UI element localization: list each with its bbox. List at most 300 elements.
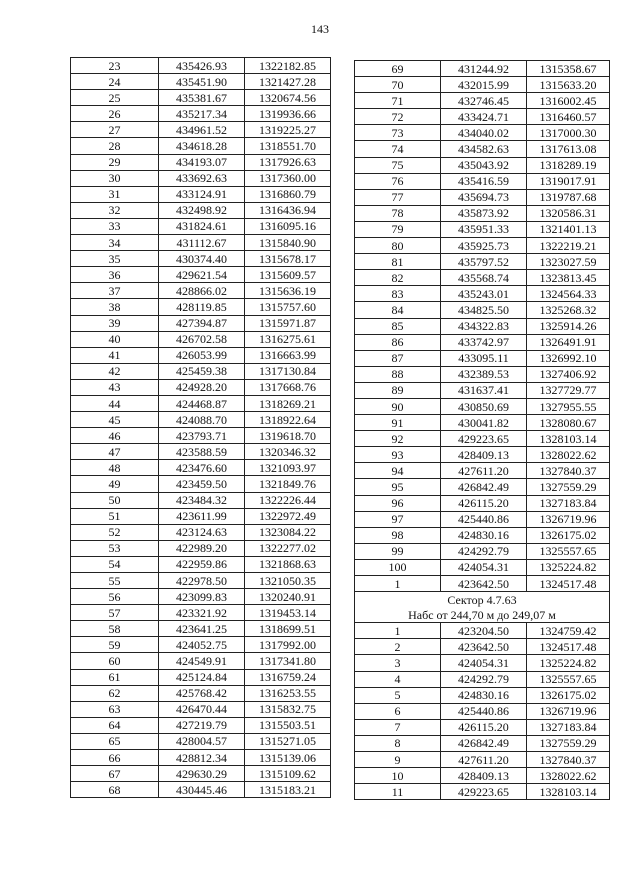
coordinate-x-cell: 429223.65 [441, 784, 527, 800]
coordinate-y-cell: 1327183.84 [527, 495, 610, 511]
coordinate-y-cell: 1316095.16 [245, 218, 331, 234]
coordinate-x-cell: 435873.92 [441, 205, 527, 221]
coordinate-x-cell: 433692.63 [159, 170, 245, 186]
point-number-cell: 86 [355, 334, 441, 350]
coordinate-x-cell: 429621.54 [159, 267, 245, 283]
table-row [355, 382, 610, 398]
table-row [355, 543, 610, 559]
point-number-cell: 50 [71, 492, 159, 508]
coordinate-x-cell: 431637.41 [441, 382, 527, 398]
point-number-cell: 63 [71, 701, 159, 717]
coordinate-y-cell: 1317130.84 [245, 363, 331, 379]
coordinate-x-cell: 427394.87 [159, 315, 245, 331]
coordinate-y-cell: 1316759.24 [245, 669, 331, 685]
coordinate-y-cell: 1327406.92 [527, 366, 610, 382]
coordinate-y-cell: 1326175.02 [527, 687, 610, 703]
table-row [71, 492, 331, 508]
coordinate-y-cell: 1315757.60 [245, 299, 331, 315]
point-number-cell: 67 [71, 766, 159, 782]
coordinate-y-cell: 1323027.59 [527, 254, 610, 270]
coordinate-x-cell: 428812.34 [159, 750, 245, 766]
coordinate-x-cell: 423642.50 [441, 576, 527, 592]
table-row [71, 540, 331, 556]
table-row [355, 703, 610, 719]
coordinate-y-cell: 1319936.66 [245, 106, 331, 122]
point-number-cell: 29 [71, 154, 159, 170]
table-row [355, 61, 610, 77]
coordinate-y-cell: 1326992.10 [527, 350, 610, 366]
point-number-cell: 71 [355, 93, 441, 109]
table-row [71, 202, 331, 218]
coordinate-y-cell: 1325224.82 [527, 559, 610, 575]
coordinate-x-cell: 425440.86 [441, 511, 527, 527]
table-row [71, 106, 331, 122]
point-number-cell: 35 [71, 251, 159, 267]
coordinate-y-cell: 1322226.44 [245, 492, 331, 508]
coordinate-x-cell: 435694.73 [441, 189, 527, 205]
table-row [355, 157, 610, 173]
table-row [71, 766, 331, 782]
point-number-cell: 55 [71, 573, 159, 589]
point-number-cell: 96 [355, 495, 441, 511]
coordinate-x-cell: 430374.40 [159, 251, 245, 267]
coordinate-y-cell: 1315840.90 [245, 235, 331, 251]
coordinate-x-cell: 424549.91 [159, 653, 245, 669]
coordinate-x-cell: 429630.29 [159, 766, 245, 782]
coordinate-y-cell: 1315271.05 [245, 733, 331, 749]
table-row [71, 428, 331, 444]
coordinate-x-cell: 423641.25 [159, 621, 245, 637]
table-row [71, 74, 331, 90]
coordinate-y-cell: 1316253.55 [245, 685, 331, 701]
coordinate-x-cell: 424468.87 [159, 395, 245, 411]
table-row [71, 508, 331, 524]
coordinate-x-cell: 427611.20 [441, 752, 527, 768]
coordinate-y-cell: 1325557.65 [527, 671, 610, 687]
coordinate-y-cell: 1327840.37 [527, 752, 610, 768]
table-row [71, 267, 331, 283]
table-row [71, 379, 331, 395]
coordinate-y-cell: 1325224.82 [527, 655, 610, 671]
coordinate-x-cell: 430850.69 [441, 398, 527, 414]
point-number-cell: 72 [355, 109, 441, 125]
coordinate-y-cell: 1328103.14 [527, 431, 610, 447]
coordinate-y-cell: 1324564.33 [527, 286, 610, 302]
coordinate-y-cell: 1326719.96 [527, 511, 610, 527]
table-row [71, 669, 331, 685]
point-number-cell: 2 [355, 639, 441, 655]
coordinate-y-cell: 1315636.19 [245, 283, 331, 299]
coordinate-x-cell: 429223.65 [441, 431, 527, 447]
point-number-cell: 57 [71, 605, 159, 621]
table-row [355, 752, 610, 768]
table-row [71, 170, 331, 186]
point-number-cell: 62 [71, 685, 159, 701]
table-row [71, 363, 331, 379]
coordinate-y-cell: 1316275.61 [245, 331, 331, 347]
coordinate-x-cell: 434582.63 [441, 141, 527, 157]
coordinate-y-cell: 1317992.00 [245, 637, 331, 653]
point-number-cell: 59 [71, 637, 159, 653]
coordinate-y-cell: 1327840.37 [527, 463, 610, 479]
coordinate-y-cell: 1328022.62 [527, 447, 610, 463]
coordinate-y-cell: 1316663.99 [245, 347, 331, 363]
coordinate-y-cell: 1327559.29 [527, 479, 610, 495]
table-row [355, 318, 610, 334]
page-number: 143 [311, 22, 329, 36]
coordinate-y-cell: 1319618.70 [245, 428, 331, 444]
coordinate-y-cell: 1324517.48 [527, 576, 610, 592]
table-row [71, 524, 331, 540]
table-row [71, 315, 331, 331]
coordinate-y-cell: 1326719.96 [527, 703, 610, 719]
table-row [355, 623, 610, 639]
point-number-cell: 87 [355, 350, 441, 366]
table-row [355, 286, 610, 302]
point-number-cell: 58 [71, 621, 159, 637]
coordinate-y-cell: 1324759.42 [527, 623, 610, 639]
coordinate-x-cell: 423611.99 [159, 508, 245, 524]
point-number-cell: 93 [355, 447, 441, 463]
table-row [355, 93, 610, 109]
table-row [355, 687, 610, 703]
table-row [71, 186, 331, 202]
table-row [355, 173, 610, 189]
table-row [355, 511, 610, 527]
coordinate-y-cell: 1327955.55 [527, 398, 610, 414]
point-number-cell: 54 [71, 556, 159, 572]
coordinate-x-cell: 423642.50 [441, 639, 527, 655]
coordinate-y-cell: 1318922.64 [245, 412, 331, 428]
point-number-cell: 98 [355, 527, 441, 543]
section-subtitle-row [355, 607, 610, 623]
point-number-cell: 8 [355, 735, 441, 751]
coordinate-x-cell: 427219.79 [159, 717, 245, 733]
point-number-cell: 68 [71, 782, 159, 798]
point-number-cell: 41 [71, 347, 159, 363]
table-row [355, 768, 610, 784]
point-number-cell: 34 [71, 235, 159, 251]
coordinate-x-cell: 423476.60 [159, 460, 245, 476]
coordinate-x-cell: 434193.07 [159, 154, 245, 170]
coordinate-x-cell: 423793.71 [159, 428, 245, 444]
coordinate-x-cell: 426842.49 [441, 479, 527, 495]
point-number-cell: 1 [355, 623, 441, 639]
coordinate-x-cell: 435568.74 [441, 270, 527, 286]
point-number-cell: 28 [71, 138, 159, 154]
table-row [71, 347, 331, 363]
coordinate-y-cell: 1319787.68 [527, 189, 610, 205]
point-number-cell: 69 [355, 61, 441, 77]
coordinate-y-cell: 1321093.97 [245, 460, 331, 476]
coordinate-x-cell: 434040.02 [441, 125, 527, 141]
coordinate-y-cell: 1315503.51 [245, 717, 331, 733]
coordinate-y-cell: 1321849.76 [245, 476, 331, 492]
coordinate-y-cell: 1328022.62 [527, 768, 610, 784]
table-row [355, 205, 610, 221]
point-number-cell: 33 [71, 218, 159, 234]
coordinate-x-cell: 428409.13 [441, 768, 527, 784]
point-number-cell: 4 [355, 671, 441, 687]
coordinate-x-cell: 435426.93 [159, 58, 245, 74]
table-row [71, 476, 331, 492]
coordinate-y-cell: 1326175.02 [527, 527, 610, 543]
coordinate-y-cell: 1319453.14 [245, 605, 331, 621]
coordinate-x-cell: 426470.44 [159, 701, 245, 717]
coordinate-x-cell: 426115.20 [441, 495, 527, 511]
coordinate-y-cell: 1319225.27 [245, 122, 331, 138]
table-row [71, 395, 331, 411]
table-row [71, 331, 331, 347]
coordinate-x-cell: 428119.85 [159, 299, 245, 315]
point-number-cell: 70 [355, 77, 441, 93]
point-number-cell: 52 [71, 524, 159, 540]
point-number-cell: 11 [355, 784, 441, 800]
table-row [355, 270, 610, 286]
coordinate-y-cell: 1315183.21 [245, 782, 331, 798]
table-row [71, 750, 331, 766]
coordinate-x-cell: 426702.58 [159, 331, 245, 347]
coordinate-y-cell: 1322219.21 [527, 238, 610, 254]
coordinate-y-cell: 1317613.08 [527, 141, 610, 157]
coordinate-x-cell: 434618.28 [159, 138, 245, 154]
coordinate-y-cell: 1319017.91 [527, 173, 610, 189]
table-row [355, 671, 610, 687]
coordinate-x-cell: 425459.38 [159, 363, 245, 379]
coordinate-x-cell: 435951.33 [441, 221, 527, 237]
coordinate-x-cell: 431112.67 [159, 235, 245, 251]
table-row [355, 576, 610, 592]
coordinate-x-cell: 422959.86 [159, 556, 245, 572]
point-number-cell: 66 [71, 750, 159, 766]
table-row [355, 415, 610, 431]
table-row [71, 685, 331, 701]
point-number-cell: 49 [71, 476, 159, 492]
coordinate-y-cell: 1315832.75 [245, 701, 331, 717]
table-row [355, 350, 610, 366]
table-row [71, 218, 331, 234]
point-number-cell: 85 [355, 318, 441, 334]
coordinate-x-cell: 433742.97 [441, 334, 527, 350]
table-row [355, 334, 610, 350]
coordinate-x-cell: 435217.34 [159, 106, 245, 122]
point-number-cell: 6 [355, 703, 441, 719]
point-number-cell: 92 [355, 431, 441, 447]
coordinate-x-cell: 425768.42 [159, 685, 245, 701]
point-number-cell: 88 [355, 366, 441, 382]
coordinate-x-cell: 424830.16 [441, 527, 527, 543]
table-row [355, 254, 610, 270]
coordinate-y-cell: 1325557.65 [527, 543, 610, 559]
table-row [71, 733, 331, 749]
table-row [71, 782, 331, 798]
table-row [355, 189, 610, 205]
point-number-cell: 36 [71, 267, 159, 283]
coordinate-y-cell: 1316860.79 [245, 186, 331, 202]
table-row [355, 302, 610, 318]
coordinate-x-cell: 433124.91 [159, 186, 245, 202]
point-number-cell: 76 [355, 173, 441, 189]
coordinate-x-cell: 423588.59 [159, 444, 245, 460]
point-number-cell: 5 [355, 687, 441, 703]
coordinate-x-cell: 424830.16 [441, 687, 527, 703]
coordinate-x-cell: 428004.57 [159, 733, 245, 749]
coordinate-y-cell: 1325914.26 [527, 318, 610, 334]
table-row [71, 621, 331, 637]
coordinate-y-cell: 1327559.29 [527, 735, 610, 751]
table-row [71, 90, 331, 106]
coordinate-x-cell: 425440.86 [441, 703, 527, 719]
table-row [71, 138, 331, 154]
table-row [355, 463, 610, 479]
coordinate-y-cell: 1320674.56 [245, 90, 331, 106]
table-row [355, 125, 610, 141]
point-number-cell: 23 [71, 58, 159, 74]
table-row [355, 479, 610, 495]
coordinate-x-cell: 424054.31 [441, 559, 527, 575]
point-number-cell: 78 [355, 205, 441, 221]
point-number-cell: 80 [355, 238, 441, 254]
coordinate-x-cell: 433095.11 [441, 350, 527, 366]
coordinate-y-cell: 1321427.28 [245, 74, 331, 90]
coordinate-y-cell: 1316460.57 [527, 109, 610, 125]
coordinate-x-cell: 423204.50 [441, 623, 527, 639]
table-row [355, 141, 610, 157]
coordinate-y-cell: 1322972.49 [245, 508, 331, 524]
point-number-cell: 97 [355, 511, 441, 527]
coordinate-x-cell: 435381.67 [159, 90, 245, 106]
table-row [71, 58, 331, 74]
point-number-cell: 30 [71, 170, 159, 186]
point-number-cell: 99 [355, 543, 441, 559]
point-number-cell: 10 [355, 768, 441, 784]
coordinate-x-cell: 432015.99 [441, 77, 527, 93]
coordinate-x-cell: 423484.32 [159, 492, 245, 508]
point-number-cell: 53 [71, 540, 159, 556]
coordinate-y-cell: 1323813.45 [527, 270, 610, 286]
point-number-cell: 74 [355, 141, 441, 157]
table-row [71, 556, 331, 572]
point-number-cell: 42 [71, 363, 159, 379]
coordinate-x-cell: 435043.92 [441, 157, 527, 173]
point-number-cell: 95 [355, 479, 441, 495]
coordinate-y-cell: 1315971.87 [245, 315, 331, 331]
coordinate-y-cell: 1320346.32 [245, 444, 331, 460]
coordinate-y-cell: 1315109.62 [245, 766, 331, 782]
point-number-cell: 39 [71, 315, 159, 331]
point-number-cell: 9 [355, 752, 441, 768]
table-row [355, 784, 610, 800]
coordinate-y-cell: 1321050.35 [245, 573, 331, 589]
table-row [71, 299, 331, 315]
table-row [71, 653, 331, 669]
coordinate-y-cell: 1317341.80 [245, 653, 331, 669]
table-row [355, 655, 610, 671]
coordinate-x-cell: 434961.52 [159, 122, 245, 138]
table-row [355, 398, 610, 414]
coordinate-y-cell: 1317360.00 [245, 170, 331, 186]
point-number-cell: 51 [71, 508, 159, 524]
coordinate-x-cell: 427611.20 [441, 463, 527, 479]
coordinate-y-cell: 1324517.48 [527, 639, 610, 655]
point-number-cell: 64 [71, 717, 159, 733]
coordinate-x-cell: 434322.83 [441, 318, 527, 334]
coordinate-y-cell: 1315139.06 [245, 750, 331, 766]
point-number-cell: 45 [71, 412, 159, 428]
coordinate-x-cell: 424292.79 [441, 671, 527, 687]
point-number-cell: 91 [355, 415, 441, 431]
point-number-cell: 1 [355, 576, 441, 592]
point-number-cell: 48 [71, 460, 159, 476]
coordinate-x-cell: 422989.20 [159, 540, 245, 556]
coordinate-x-cell: 422978.50 [159, 573, 245, 589]
coordinate-y-cell: 1327729.77 [527, 382, 610, 398]
point-number-cell: 89 [355, 382, 441, 398]
coordinate-y-cell: 1328103.14 [527, 784, 610, 800]
point-number-cell: 82 [355, 270, 441, 286]
coordinate-x-cell: 424054.31 [441, 655, 527, 671]
coordinate-x-cell: 431824.61 [159, 218, 245, 234]
table-row [71, 701, 331, 717]
coordinate-y-cell: 1328080.67 [527, 415, 610, 431]
table-row [355, 719, 610, 735]
table-row [71, 122, 331, 138]
table-row [71, 283, 331, 299]
table-row [355, 559, 610, 575]
point-number-cell: 56 [71, 589, 159, 605]
coordinate-x-cell: 426115.20 [441, 719, 527, 735]
coordinate-x-cell: 432746.45 [441, 93, 527, 109]
point-number-cell: 38 [71, 299, 159, 315]
point-number-cell: 40 [71, 331, 159, 347]
point-number-cell: 77 [355, 189, 441, 205]
coordinate-x-cell: 423099.83 [159, 589, 245, 605]
point-number-cell: 100 [355, 559, 441, 575]
coordinate-x-cell: 430041.82 [441, 415, 527, 431]
point-number-cell: 47 [71, 444, 159, 460]
coordinate-x-cell: 435797.52 [441, 254, 527, 270]
table-row [71, 589, 331, 605]
point-number-cell: 44 [71, 395, 159, 411]
table-row [355, 527, 610, 543]
coordinate-x-cell: 435451.90 [159, 74, 245, 90]
coordinate-x-cell: 426053.99 [159, 347, 245, 363]
table-row [71, 444, 331, 460]
coordinate-x-cell: 426842.49 [441, 735, 527, 751]
coordinate-y-cell: 1315678.17 [245, 251, 331, 267]
table-row [71, 412, 331, 428]
point-number-cell: 26 [71, 106, 159, 122]
coordinate-x-cell: 424088.70 [159, 412, 245, 428]
point-number-cell: 81 [355, 254, 441, 270]
point-number-cell: 31 [71, 186, 159, 202]
coordinate-x-cell: 430445.46 [159, 782, 245, 798]
coordinate-x-cell: 435416.59 [441, 173, 527, 189]
point-number-cell: 3 [355, 655, 441, 671]
table-row [355, 431, 610, 447]
coordinate-y-cell: 1325268.32 [527, 302, 610, 318]
coordinate-y-cell: 1327183.84 [527, 719, 610, 735]
coordinate-x-cell: 425124.84 [159, 669, 245, 685]
table-row [355, 366, 610, 382]
table-row [71, 717, 331, 733]
coordinate-y-cell: 1322277.02 [245, 540, 331, 556]
point-number-cell: 65 [71, 733, 159, 749]
table-row [71, 235, 331, 251]
table-row [71, 251, 331, 267]
table-row [355, 221, 610, 237]
coordinate-x-cell: 424052.75 [159, 637, 245, 653]
